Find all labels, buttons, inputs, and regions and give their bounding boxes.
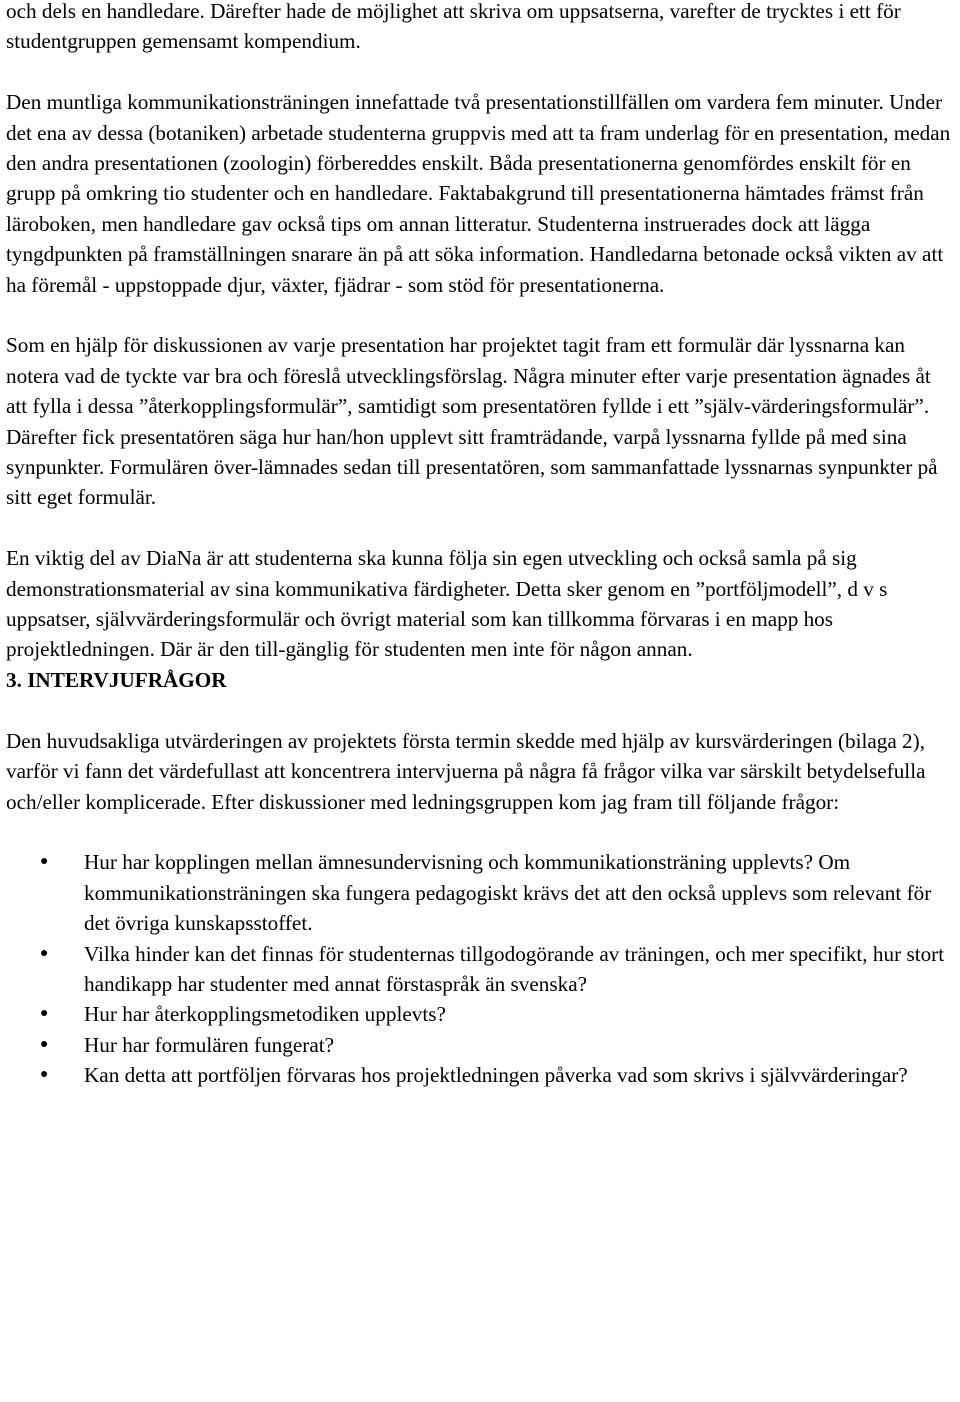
paragraph-compendium: och dels en handledare. Därefter hade de möjlighet att skriva om uppsatserna, varefter de trycktes i ett för studentgruppen gemensamt kompendium. [6, 0, 901, 54]
paragraph-portfolio: En viktig del av DiaNa är att studenterna ska kunna följa sin egen utveckling och också samla på sig demonstrationsmaterial av sina kommunikativa färdigheter. Detta sker genom en ”portföljmodell”, d v s uppsatser, självvärderingsformulär och övrigt material som kan tillkomma förvaras i en mapp hos projektledningen. Där är den till-gänglig för studenten men inte för någon annan. [6, 546, 888, 662]
document-page [6, 0, 956, 1091]
paragraph-oral-training: Den muntliga kommunikationsträningen innefattade två presentationstillfällen om vardera fem minuter. Under det ena av dessa (botaniken) arbetade studenterna gruppvis med att ta fram underlag för en presentation, medan den andra presentationen (zoologin) förbereddes enskilt. Båda presentationerna genomfördes enskilt för en grupp på omkring tio studenter och en handledare. Faktabakgrund till presentationerna hämtades främst från läroboken, men handledare gav också tips om annan litteratur. Studenterna instruerades dock att lägga tyngdpunkten på framställningen snarare än på att söka information. Handledarna betonade också vikten av att ha föremål - uppstoppade djur, växter, fjädrar - som stöd för presentationerna. [6, 90, 951, 297]
list-item [6, 1030, 956, 1060]
section-heading: 3. INTERVJUFRÅGOR [6, 667, 227, 692]
paragraph-feedback-form: Som en hjälp för diskussionen av varje presentation har projektet tagit fram ett formulär där lyssnarna kan notera vad de tyckte var bra och föreslå utvecklingsförslag. Några minuter efter varje presentation ägnades åt att fylla i dessa ”återkopplingsformulär”, samtidigt som presentatören fyllde i ett ”själv-värderingsformulär”. Därefter fick presentatören säga hur han/hon upplevt sitt framträdande, varpå lyssnarna fyllde på med sina synpunkter. Formulären över-lämnades sedan till presentatören, som sammanfattade lyssnarnas synpunkter på sitt eget formulär. [6, 333, 938, 510]
bullet-icon: ● [40, 1036, 49, 1052]
bullet-icon: ● [40, 1067, 49, 1083]
question-list [6, 847, 956, 1090]
section-intro: Den huvudsakliga utvärderingen av projektets första termin skedde med hjälp av kursvärderingen (bilaga 2), varför vi fann det värdefullast att koncentrera intervjuerna på några få frågor vilka var särskilt betydelsefulla och/eller komplicerade. Efter diskussioner med ledningsgruppen kom jag fram till följande frågor: [6, 728, 926, 814]
question-text: Kan detta att portföljen förvaras hos projektledningen påverka vad som skrivs i självvärderingar? [84, 1063, 908, 1088]
question-text: Hur har kopplingen mellan ämnesundervisning och kommunikationsträning upplevts? Om kommunikationsträningen ska fungera pedagogiskt krävs det att den också upplevs som relevant för det övriga kunskapsstoffet. [84, 850, 932, 936]
list-item [6, 999, 956, 1029]
question-text: Vilka hinder kan det finnas för studenternas tillgodogörande av träningen, och mer specifikt, hur stort handikapp har studenter med annat förstaspråk än svenska? [84, 941, 945, 996]
bullet-icon: ● [40, 1006, 49, 1022]
bullet-icon: ● [40, 854, 49, 870]
bullet-icon: ● [40, 945, 49, 961]
list-item [6, 939, 956, 1000]
question-text: Hur har återkopplingsmetodiken upplevts? [84, 1002, 446, 1027]
list-item [6, 847, 956, 938]
question-text: Hur har formulären fungerat? [84, 1032, 335, 1057]
list-item [6, 1060, 956, 1090]
